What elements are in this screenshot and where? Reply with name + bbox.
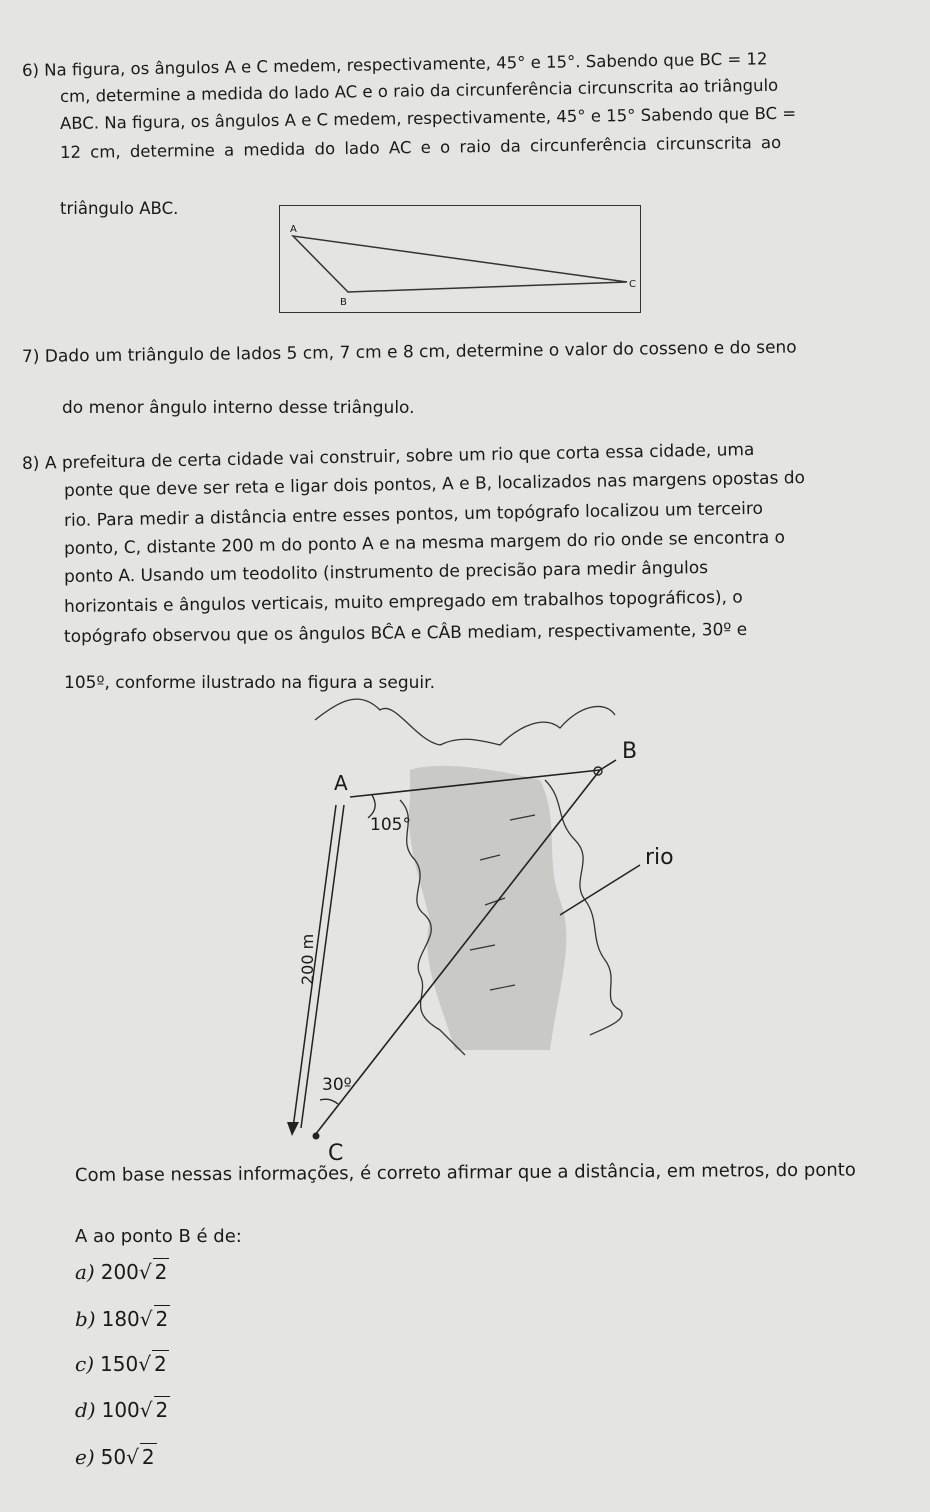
label-angle-c: 30º	[322, 1075, 352, 1095]
sqrt-icon: √	[139, 1307, 153, 1331]
option-d-radicand: 2	[155, 1398, 169, 1422]
mountain-sketch	[315, 699, 615, 745]
label-angle-a: 105°	[370, 815, 411, 835]
river-pointer	[560, 865, 640, 915]
q6-line-3: ABC. Na figura, os ângulos A e C medem, respectivamente, 45° e 15° Sabendo que BC =	[59, 103, 797, 133]
label-rio: rio	[645, 845, 674, 870]
q8-line-3: rio. Para medir a distância entre esses pontos, um topógrafo localizou um terceiro	[63, 498, 764, 531]
q6-label-b: B	[340, 297, 347, 308]
q8-question-line-1: Com base nessas informações, é correto afirmar que a distância, em metros, do ponto	[74, 1159, 856, 1186]
q6-line-2: cm, determine a medida do lado AC e o raio da circunferência circunscrita ao triângulo	[59, 75, 779, 106]
option-e-radicand: 2	[141, 1445, 155, 1469]
segment-b-tick	[600, 760, 616, 770]
option-b-radicand: 2	[155, 1307, 169, 1331]
label-distance: 200 m	[298, 933, 317, 985]
option-e-letter: e)	[75, 1445, 95, 1469]
option-e-coef: 50	[100, 1445, 127, 1469]
option-c-radicand: 2	[153, 1352, 167, 1376]
river-area	[409, 766, 566, 1050]
q6-line-5: triângulo ABC.	[60, 199, 179, 218]
sqrt-icon: √	[139, 1398, 153, 1422]
q8-line-8: 105º, conforme ilustrado na figura a seguir.	[64, 673, 435, 693]
option-a[interactable]	[75, 1258, 169, 1285]
q8-line-7: topógrafo observou que os ângulos BĈA e CÂB mediam, respectivamente, 30º e	[63, 619, 748, 647]
option-e[interactable]	[75, 1443, 157, 1470]
sqrt-icon: √	[138, 1352, 151, 1376]
option-b-letter: b)	[75, 1307, 96, 1331]
q7-line-2: do menor ângulo interno desse triângulo.	[62, 398, 415, 418]
q6-label-c: C	[629, 279, 636, 290]
q7-line-1: 7) Dado um triângulo de lados 5 cm, 7 cm e 8 cm, determine o valor do cosseno e do seno	[21, 337, 797, 367]
q8-line-1: 8) A prefeitura de certa cidade vai construir, sobre um rio que corta essa cidade, uma	[21, 439, 755, 474]
arrowhead-c	[287, 1122, 299, 1136]
option-d[interactable]	[75, 1396, 170, 1423]
q6-line-4: 12 cm, determine a medida do lado AC e o raio da circunferência circunscrita ao	[59, 132, 782, 162]
q8-question-line-2: A ao ponto B é de:	[75, 1226, 242, 1247]
q6-line-1: 6) Na figura, os ângulos A e C medem, respectivamente, 45° e 15°. Sabendo que BC = 12	[21, 49, 768, 80]
option-d-coef: 100	[101, 1398, 140, 1422]
option-b-coef: 180	[101, 1307, 140, 1331]
q8-line-2: ponte que deve ser reta e ligar dois pontos, A e B, localizados nas margens opostas do	[63, 468, 806, 501]
label-c: C	[328, 1141, 344, 1166]
option-d-letter: d)	[75, 1398, 96, 1422]
option-a-letter: a)	[75, 1260, 95, 1284]
q6-label-a: A	[290, 224, 297, 235]
option-b[interactable]	[75, 1305, 170, 1332]
q8-line-6: horizontais e ângulos verticais, muito empregado em trabalhos topográficos), o	[63, 587, 743, 617]
sqrt-icon: √	[126, 1445, 139, 1469]
q8-line-4: ponto, C, distante 200 m do ponto A e na mesma margem do rio onde se encontra o	[63, 527, 786, 559]
option-a-coef: 200	[100, 1260, 139, 1284]
label-b: B	[622, 739, 638, 764]
point-c	[313, 1133, 320, 1140]
option-c-letter: c)	[75, 1352, 95, 1376]
q8-line-5: ponto A. Usando um teodolito (instrumento de precisão para medir ângulos	[63, 558, 709, 587]
option-a-radicand: 2	[154, 1260, 168, 1284]
option-c-coef: 150	[100, 1352, 139, 1376]
angle-c-arc	[320, 1099, 338, 1104]
label-a: A	[334, 771, 348, 795]
sqrt-icon: √	[138, 1260, 152, 1284]
option-c[interactable]	[75, 1350, 169, 1377]
